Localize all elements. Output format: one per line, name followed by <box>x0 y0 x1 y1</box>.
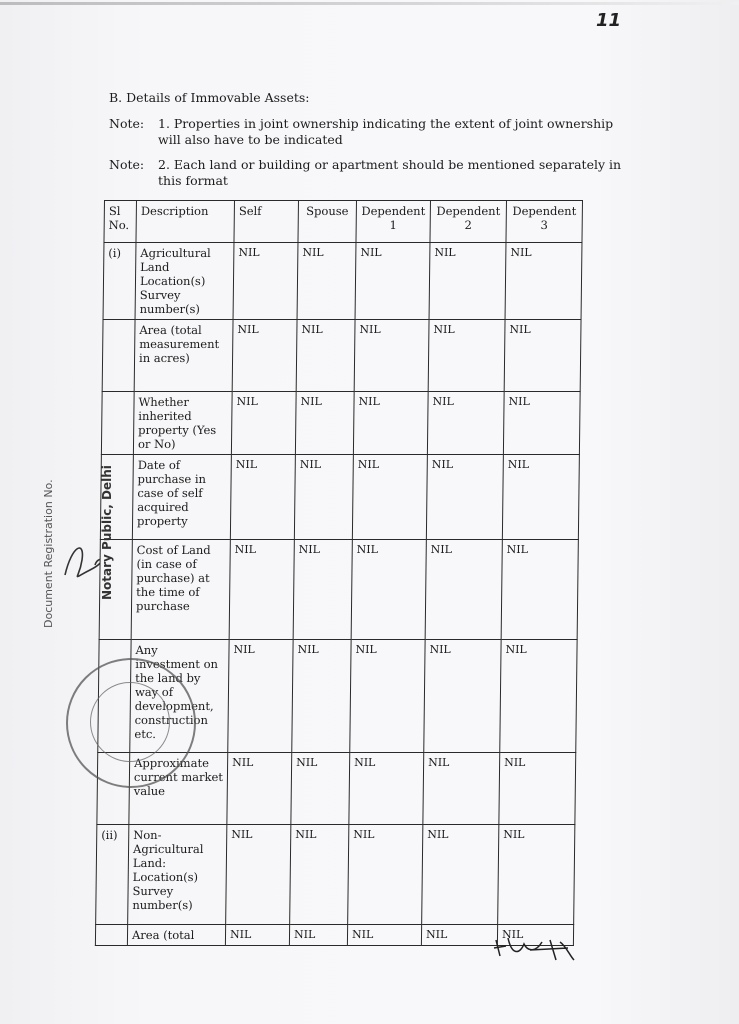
table-row <box>100 455 579 540</box>
row-description: Cost of Land (in case of purchase) at the time of purchase <box>131 540 230 640</box>
value-dependent-2: NIL <box>424 640 501 753</box>
value-dependent-1: NIL <box>355 243 430 320</box>
immovable-assets-table <box>95 200 583 946</box>
signature-icon <box>490 930 580 966</box>
note-2 <box>109 157 621 189</box>
notary-label: Notary Public, Delhi <box>100 465 114 600</box>
header-spouse: Spouse <box>298 201 357 243</box>
row-description: Date of purchase in case of self acquired property <box>132 455 231 540</box>
value-dependent-3: NIL <box>503 392 580 455</box>
value-dependent-2: NIL <box>428 320 505 392</box>
table-header-row <box>104 201 583 243</box>
value-self: NIL <box>227 753 292 825</box>
notary-stamp-inner-ring <box>90 682 170 762</box>
row-description: Area (total measurement in acres) <box>134 320 233 392</box>
value-dependent-3: NIL <box>501 540 578 640</box>
row-sl: (i) <box>103 243 136 320</box>
notary-signature-icon <box>60 535 100 585</box>
value-spouse: NIL <box>290 825 349 925</box>
row-description: Any investment on the land by way of development, construction etc. <box>130 640 229 753</box>
value-self: NIL <box>226 825 291 925</box>
value-self: NIL <box>225 925 289 946</box>
value-dependent-2: NIL <box>421 925 497 946</box>
header-dependent-2: Dependent 2 <box>430 201 507 243</box>
value-spouse: NIL <box>294 455 353 540</box>
value-dependent-1: NIL <box>348 825 423 925</box>
note-text-line1: 1. Properties in joint ownership indicating the extent of joint ownership <box>158 116 614 131</box>
section-heading: B. Details of Immovable Assets: <box>109 90 310 105</box>
table-row <box>102 320 581 392</box>
assets-table-wrapper <box>95 200 582 946</box>
value-spouse: NIL <box>297 243 356 320</box>
value-dependent-1: NIL <box>354 320 429 392</box>
note-text-line1: 2. Each land or building or apartment should be mentioned separately in <box>158 157 622 172</box>
note-label: Note: <box>109 116 145 131</box>
note-label: Note: <box>109 157 145 172</box>
value-dependent-1: NIL <box>353 392 428 455</box>
notary-stamp <box>66 658 196 788</box>
row-sl <box>95 925 127 946</box>
value-dependent-3: NIL <box>499 753 576 825</box>
value-spouse: NIL <box>296 320 355 392</box>
value-dependent-3: NIL <box>500 640 577 753</box>
header-sl-no: Sl No. <box>104 201 137 243</box>
value-dependent-3: NIL <box>502 455 579 540</box>
value-dependent-1: NIL <box>350 640 425 753</box>
value-dependent-3: NIL <box>497 925 573 946</box>
value-dependent-2: NIL <box>426 455 503 540</box>
value-dependent-2: NIL <box>422 825 499 925</box>
value-dependent-3: NIL <box>505 243 582 320</box>
table-row <box>101 392 580 455</box>
row-description: Approximate current market value <box>129 753 228 825</box>
value-dependent-1: NIL <box>347 925 421 946</box>
value-dependent-2: NIL <box>429 243 506 320</box>
value-spouse: NIL <box>289 925 347 946</box>
note-text-line2: will also have to be indicated <box>158 132 343 147</box>
value-dependent-1: NIL <box>352 455 427 540</box>
value-dependent-2: NIL <box>427 392 504 455</box>
value-self: NIL <box>232 320 297 392</box>
value-spouse: NIL <box>291 753 350 825</box>
table-row <box>99 540 578 640</box>
header-dependent-1: Dependent 1 <box>356 201 431 243</box>
top-edge-line <box>0 2 739 5</box>
table-row <box>96 825 575 925</box>
row-sl <box>102 320 135 392</box>
table-row <box>103 243 582 320</box>
value-self: NIL <box>231 392 296 455</box>
value-dependent-3: NIL <box>504 320 581 392</box>
row-sl <box>101 392 134 455</box>
row-description: Whether inherited property (Yes or No) <box>133 392 232 455</box>
note-1 <box>109 116 613 148</box>
value-spouse: NIL <box>292 640 351 753</box>
value-dependent-1: NIL <box>351 540 426 640</box>
row-description: Non-Agricultural Land: Location(s) Survey number(s) <box>128 825 227 925</box>
page-number: 11 <box>595 10 621 31</box>
note-text-line2: this format <box>158 173 228 188</box>
value-self: NIL <box>230 455 295 540</box>
value-spouse: NIL <box>293 540 352 640</box>
row-description: Agricultural Land Location(s) Survey number(s) <box>135 243 234 320</box>
value-self: NIL <box>228 640 293 753</box>
value-self: NIL <box>233 243 298 320</box>
header-dependent-3: Dependent 3 <box>506 201 583 243</box>
row-sl: (ii) <box>96 825 129 925</box>
header-self: Self <box>234 201 299 243</box>
value-dependent-3: NIL <box>498 825 575 925</box>
value-dependent-1: NIL <box>349 753 424 825</box>
value-dependent-2: NIL <box>425 540 502 640</box>
header-description: Description <box>136 201 235 243</box>
value-self: NIL <box>229 540 294 640</box>
document-registration-label: Document Registration No. <box>42 479 55 628</box>
value-dependent-2: NIL <box>423 753 500 825</box>
row-description: Area (total <box>127 925 225 946</box>
value-spouse: NIL <box>295 392 354 455</box>
